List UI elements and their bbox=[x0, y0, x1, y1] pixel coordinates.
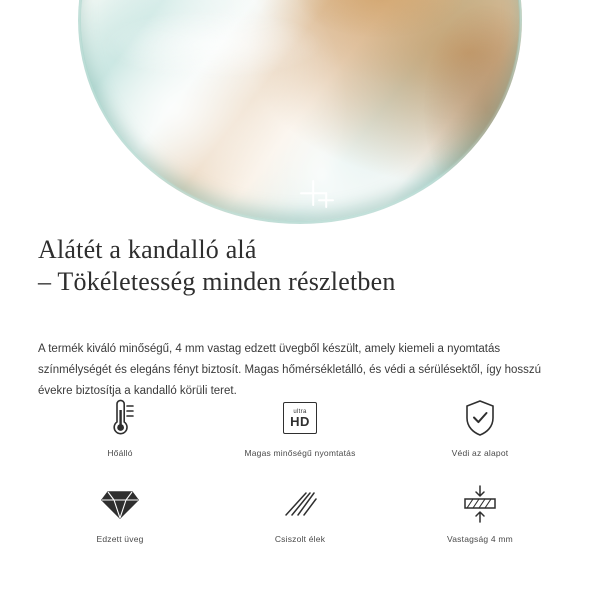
feature-item bbox=[390, 396, 570, 470]
page-title-line-1: Alátét a kandalló alá bbox=[38, 235, 257, 264]
thickness-arrows-icon bbox=[457, 482, 503, 526]
feature-label: Csiszolt élek bbox=[274, 534, 326, 544]
page-title bbox=[38, 234, 568, 298]
feature-item bbox=[30, 396, 210, 470]
feature-label: Edzett üveg bbox=[96, 534, 144, 544]
feature-label: Magas minőségű nyomtatás bbox=[244, 448, 356, 458]
feature-item bbox=[390, 482, 570, 556]
feature-item bbox=[210, 482, 390, 556]
ultra-hd-icon bbox=[283, 396, 317, 440]
feature-label: Vastagság 4 mm bbox=[447, 534, 513, 544]
polished-edge-icon bbox=[280, 482, 320, 526]
feature-item bbox=[210, 396, 390, 470]
glass-edge-highlight bbox=[78, 0, 522, 224]
thermometer-icon bbox=[102, 396, 138, 440]
ultra-hd-badge-top: ultra bbox=[293, 408, 307, 415]
feature-item bbox=[30, 482, 210, 556]
feature-label: Védi az alapot bbox=[451, 448, 509, 458]
round-glass-mat-image bbox=[78, 0, 522, 224]
product-description-text: A termék kiváló minőségű, 4 mm vastag edzett üvegből készült, amely kiemeli a nyomtatás színmélységét és elegáns fényt biztosít. Magas hőmérsékletálló, és védi a sérülésektől, így hosszú évekre biztosítja a kandalló körüli teret. bbox=[38, 343, 542, 397]
feature-grid bbox=[30, 396, 570, 556]
ultra-hd-badge-bottom: HD bbox=[290, 413, 310, 429]
hero-image bbox=[0, 0, 600, 228]
feature-label: Hőálló bbox=[107, 448, 133, 458]
diamond-icon bbox=[100, 482, 140, 526]
shield-check-icon bbox=[461, 396, 499, 440]
page-title-line-2: – Tökéletesség minden részletben bbox=[38, 267, 396, 296]
